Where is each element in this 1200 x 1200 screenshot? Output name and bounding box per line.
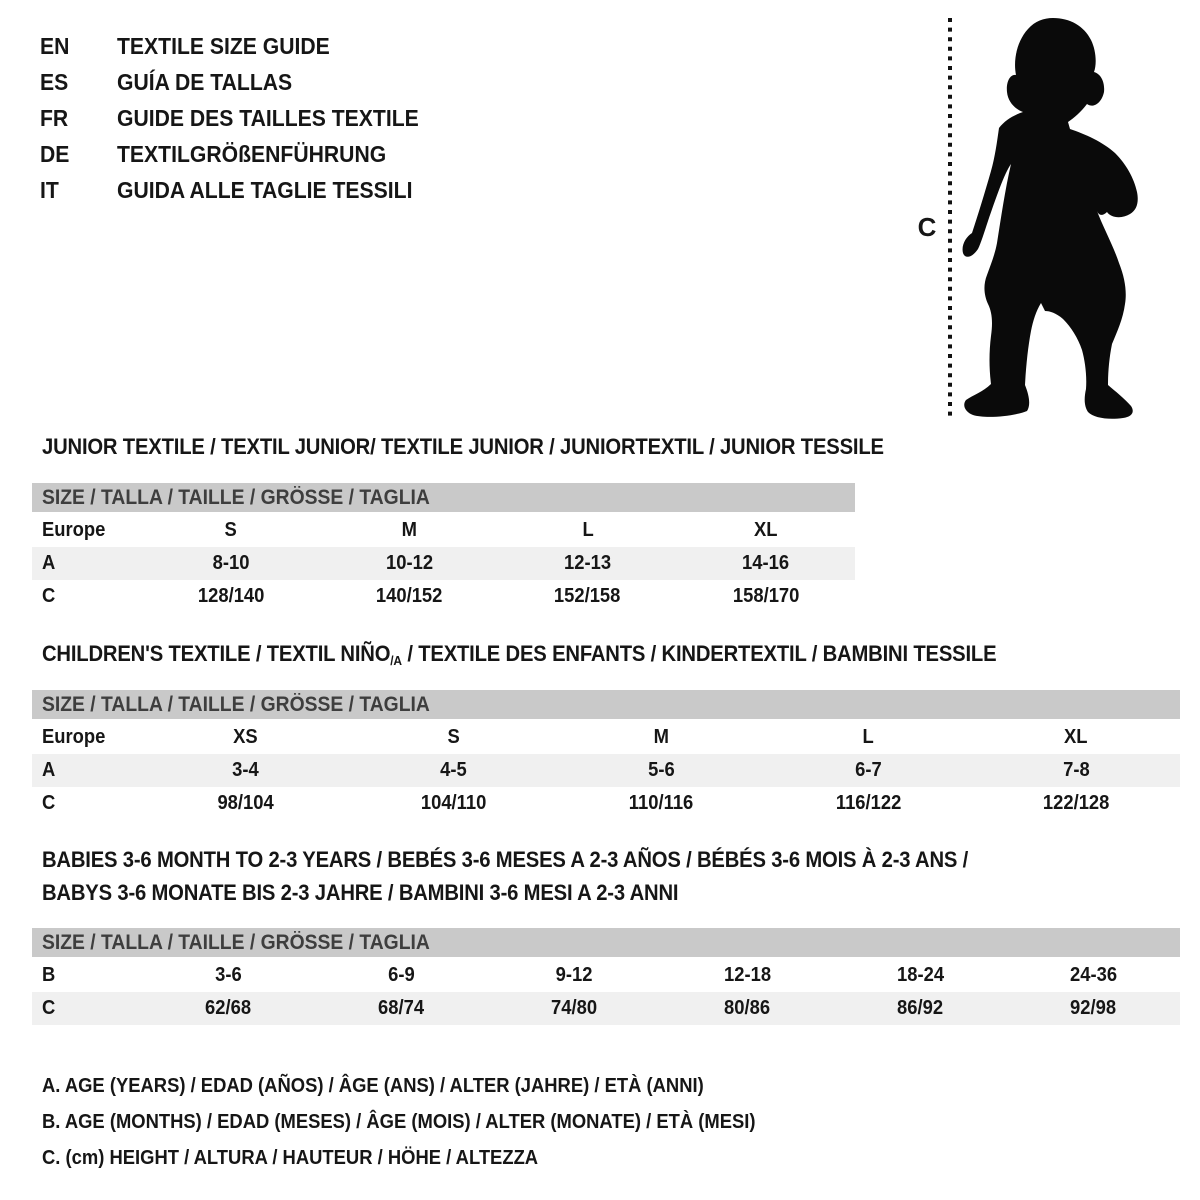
row-label: C [42, 585, 56, 607]
age-cell: 14-16 [742, 552, 790, 574]
children-section-title: CHILDREN'S TEXTILE / TEXTIL $NIÑO_{/A}$ / TEXTILE DES ENFANTS / KINDERTEXTIL / BAMBINI TESSILE [42, 641, 997, 668]
lang-title: GUIDA ALLE TAGLIE TESSILI [117, 177, 413, 203]
size-cell: XS [233, 726, 259, 748]
row-label: A [42, 552, 56, 574]
months-cell: 6-9 [388, 964, 415, 986]
height-cell: 116/122 [835, 792, 902, 814]
babies-section-title [42, 843, 1049, 909]
children-height-row [32, 787, 1180, 820]
height-cell: 104/110 [420, 792, 487, 814]
legend-line-b: B. AGE (MONTHS) / EDAD (MESES) / ÂGE (MOIS) / ALTER (MONATE) / ETÀ (MESI) [42, 1111, 756, 1133]
junior-section-title: JUNIOR TEXTILE / TEXTIL JUNIOR/ TEXTILE JUNIOR / JUNIORTEXTIL / JUNIOR TESSILE [42, 434, 884, 459]
language-title-list [40, 28, 445, 208]
height-cell: 74/80 [551, 997, 598, 1019]
junior-height-row [32, 580, 855, 613]
size-cell: XL [754, 519, 778, 541]
size-cell: L [862, 726, 875, 748]
months-cell: 3-6 [215, 964, 242, 986]
height-measure-dashed-line [947, 16, 953, 420]
babies-months-row [32, 959, 1180, 992]
babies-height-row [32, 992, 1180, 1025]
legend-line-c: C. (cm) HEIGHT / ALTURA / HAUTEUR / HÖHE / ALTEZZA [42, 1147, 539, 1169]
row-label: B [42, 964, 56, 986]
children-age-row [32, 754, 1180, 787]
lang-code: EN [40, 33, 70, 59]
height-cell: 122/128 [1042, 792, 1110, 814]
age-cell: 6-7 [855, 759, 882, 781]
legend-line-a: A. AGE (YEARS) / EDAD (AÑOS) / ÂGE (ANS) / ALTER (JAHRE) / ETÀ (ANNI) [42, 1075, 704, 1097]
size-cell: S [447, 726, 460, 748]
lang-title: TEXTILGRÖßENFÜHRUNG [117, 141, 387, 167]
region-label: Europe [42, 519, 106, 541]
babies-title-line2: BABYS 3-6 MONATE BIS 2-3 JAHRE / BAMBINI 3-6 MESI A 2-3 ANNI [42, 880, 679, 905]
lang-code: IT [40, 177, 59, 203]
babies-size-header-bar: SIZE / TALLA / TAILLE / GRÖSSE / TAGLIA [32, 928, 1180, 957]
age-cell: 5-6 [647, 759, 675, 781]
babies-size-table [32, 928, 1180, 1025]
row-label: C [42, 997, 56, 1019]
region-label: Europe [42, 726, 106, 748]
months-cell: 18-24 [896, 964, 945, 986]
months-cell: 12-18 [723, 964, 772, 986]
children-size-header-bar: SIZE / TALLA / TAILLE / GRÖSSE / TAGLIA [32, 690, 1180, 719]
age-cell: 3-4 [232, 759, 260, 781]
age-cell: 8-10 [212, 552, 250, 574]
height-cell: 140/152 [376, 585, 443, 607]
age-cell: 10-12 [385, 552, 433, 574]
months-cell: 24-36 [1069, 964, 1118, 986]
age-cell: 4-5 [440, 759, 467, 781]
toddler-silhouette-icon [958, 12, 1153, 424]
age-cell: 7-8 [1062, 759, 1090, 781]
height-cell: 86/92 [897, 997, 944, 1019]
lang-row-en [40, 28, 445, 64]
age-cell: 12-13 [564, 552, 612, 574]
lang-code: FR [40, 105, 69, 131]
height-cell: 62/68 [205, 997, 252, 1019]
measurement-legend [42, 1068, 818, 1176]
height-cell: 68/74 [378, 997, 425, 1019]
lang-row-de [40, 136, 445, 172]
size-cell: L [582, 519, 594, 541]
junior-size-table [32, 483, 855, 613]
height-measure-label: C [917, 212, 937, 242]
height-cell: 152/158 [554, 585, 621, 607]
nino-a-subscript: /A [390, 653, 402, 668]
height-cell: 158/170 [732, 585, 800, 607]
size-cell: M [401, 519, 418, 541]
height-cell: 128/140 [197, 585, 265, 607]
height-cell: 92/98 [1070, 997, 1117, 1019]
junior-sizes-row [32, 514, 855, 547]
height-cell: 110/116 [628, 792, 694, 814]
row-label: A [42, 759, 56, 781]
children-sizes-row [32, 721, 1180, 754]
months-cell: 9-12 [556, 964, 593, 986]
babies-title-line1: BABIES 3-6 MONTH TO 2-3 YEARS / BEBÉS 3-6 MESES A 2-3 AÑOS / BÉBÉS 3-6 MOIS À 2-3 ANS / [42, 847, 969, 872]
row-label: C [42, 792, 56, 814]
junior-size-header-bar: SIZE / TALLA / TAILLE / GRÖSSE / TAGLIA [32, 483, 855, 512]
lang-title: GUÍA DE TALLAS [117, 69, 293, 95]
junior-age-row [32, 547, 855, 580]
size-cell: S [224, 519, 238, 541]
lang-code: ES [40, 69, 69, 95]
lang-row-fr [40, 100, 445, 136]
lang-title: GUIDE DES TAILLES TEXTILE [117, 105, 419, 131]
children-size-table [32, 690, 1180, 820]
size-cell: XL [1064, 726, 1088, 748]
lang-row-es [40, 64, 445, 100]
size-cell: M [653, 726, 669, 748]
lang-row-it [40, 172, 445, 208]
height-cell: 98/104 [217, 792, 274, 814]
lang-code: DE [40, 141, 70, 167]
height-cell: 80/86 [724, 997, 771, 1019]
lang-title: TEXTILE SIZE GUIDE [117, 33, 330, 59]
